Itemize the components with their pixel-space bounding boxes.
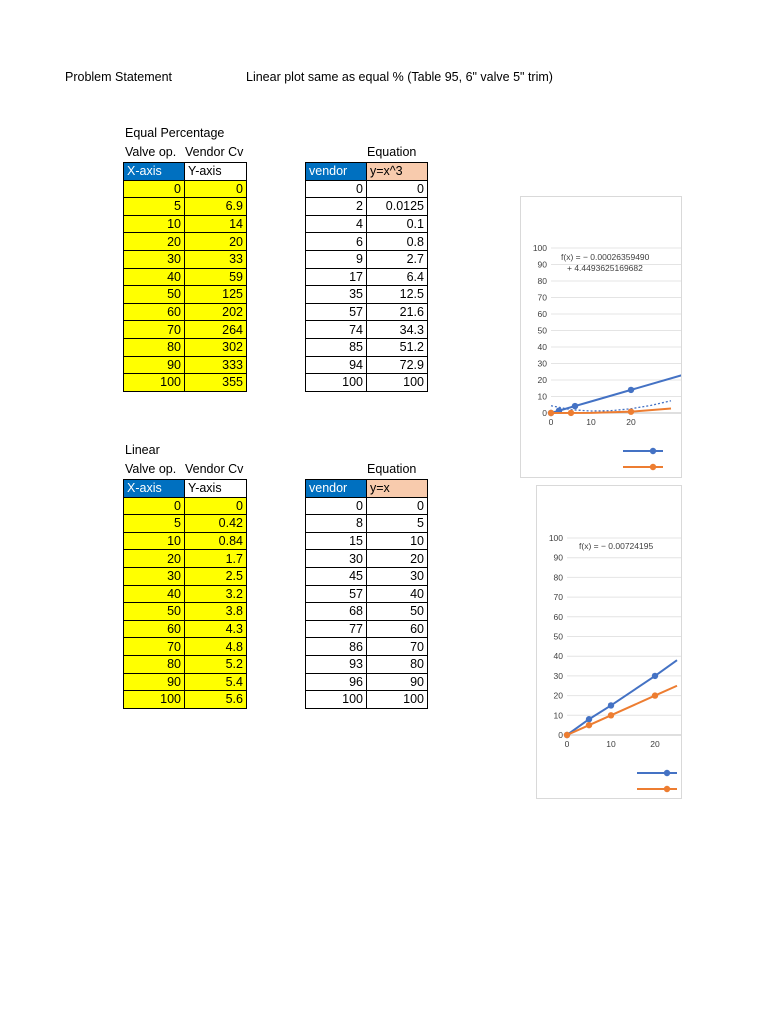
table-header-row — [124, 480, 247, 498]
table-cell[interactable]: 94 — [306, 356, 367, 374]
table-cell[interactable]: 14 — [185, 215, 247, 233]
table-cell[interactable]: 70 — [124, 638, 185, 656]
y-tick-label: 0 — [542, 408, 547, 418]
table-header-cell[interactable]: y=x — [367, 480, 428, 498]
table-row — [306, 497, 428, 515]
table-cell[interactable]: 30 — [124, 250, 185, 268]
table-cell[interactable]: 100 — [306, 374, 367, 392]
table-row — [124, 303, 247, 321]
table-cell[interactable]: 4 — [306, 215, 367, 233]
table-cell[interactable]: 40 — [124, 268, 185, 286]
y-tick-label: 40 — [553, 651, 563, 662]
table-cell[interactable]: 6 — [306, 233, 367, 251]
table-cell[interactable]: 8 — [306, 515, 367, 533]
table-row — [124, 550, 247, 568]
y-tick-label: 70 — [553, 592, 563, 603]
table-cell[interactable]: 70 — [124, 321, 185, 339]
trendline-equation-constant: + 4.4493625169682 — [567, 263, 643, 273]
table-cell[interactable]: 302 — [185, 338, 247, 356]
table-row — [124, 374, 247, 392]
equal-equation-label: Equation — [367, 145, 417, 159]
table-row — [124, 567, 247, 585]
legend-marker — [664, 786, 670, 792]
y-tick-label: 0 — [558, 730, 563, 740]
equal-percentage-chart-svg — [521, 197, 681, 477]
table-row — [124, 180, 247, 198]
y-tick-label: 20 — [537, 375, 547, 385]
x-tick-label: 10 — [606, 739, 616, 749]
table-row — [124, 321, 247, 339]
table-cell[interactable]: 0 — [185, 497, 247, 515]
legend-marker — [650, 464, 656, 470]
table-cell[interactable]: 10 — [367, 532, 428, 550]
table-row — [306, 550, 428, 568]
table-row — [124, 338, 247, 356]
x-tick-label: 0 — [564, 739, 570, 749]
table-row — [124, 691, 247, 709]
series-marker — [628, 387, 634, 393]
table-row — [124, 655, 247, 673]
table-row — [124, 585, 247, 603]
table-cell[interactable]: 5 — [367, 515, 428, 533]
problem-statement-label: Problem Statement — [65, 70, 172, 84]
table-cell[interactable]: 90 — [367, 673, 428, 691]
series-marker — [652, 692, 658, 698]
table-cell[interactable]: 3.8 — [185, 603, 247, 621]
table-row — [306, 655, 428, 673]
y-tick-label: 100 — [532, 243, 547, 253]
table-row — [306, 691, 428, 709]
table-cell[interactable]: 10 — [124, 215, 185, 233]
equal-percentage-title: Equal Percentage — [125, 126, 225, 140]
y-tick-label: 10 — [553, 710, 563, 721]
table-cell[interactable]: 57 — [306, 585, 367, 603]
table-row — [306, 603, 428, 621]
table-cell[interactable]: 50 — [367, 603, 428, 621]
table-cell[interactable]: 12.5 — [367, 286, 428, 304]
table-cell[interactable]: 0.1 — [367, 215, 428, 233]
table-cell[interactable]: 60 — [124, 303, 185, 321]
table-cell[interactable]: 6.4 — [367, 268, 428, 286]
table-header-row — [124, 163, 247, 181]
table-cell[interactable]: 5.4 — [185, 673, 247, 691]
linear-chart[interactable] — [536, 485, 682, 799]
table-cell[interactable]: 4.8 — [185, 638, 247, 656]
table-cell[interactable]: 30 — [124, 567, 185, 585]
table-cell[interactable]: 5 — [124, 515, 185, 533]
table-cell[interactable]: 202 — [185, 303, 247, 321]
y-tick-label: 80 — [537, 276, 547, 286]
table-cell[interactable]: 93 — [306, 655, 367, 673]
table-row — [306, 638, 428, 656]
table-row — [306, 321, 428, 339]
table-cell[interactable]: 50 — [124, 603, 185, 621]
problem-statement-text: Linear plot same as equal % (Table 95, 6" valve 5" trim) — [246, 70, 553, 84]
table-cell[interactable]: 20 — [124, 550, 185, 568]
table-cell[interactable]: 51.2 — [367, 338, 428, 356]
table-cell[interactable]: 355 — [185, 374, 247, 392]
table-cell[interactable]: 80 — [367, 655, 428, 673]
y-tick-label: 30 — [537, 358, 547, 369]
equal-vendor-cv-label: Vendor Cv — [185, 145, 244, 159]
series-line — [567, 660, 677, 735]
table-cell[interactable]: 100 — [124, 374, 185, 392]
table-row — [124, 515, 247, 533]
table-cell[interactable]: 35 — [306, 286, 367, 304]
linear-valve-op-label: Valve op. — [125, 462, 177, 476]
table-cell[interactable]: 0 — [306, 180, 367, 198]
table-row — [306, 567, 428, 585]
series-marker — [586, 716, 592, 722]
series-marker — [564, 732, 570, 738]
table-cell[interactable]: 90 — [124, 673, 185, 691]
table-row — [124, 620, 247, 638]
table-cell[interactable]: 21.6 — [367, 303, 428, 321]
table-row — [124, 215, 247, 233]
table-cell[interactable]: 4.3 — [185, 620, 247, 638]
series-marker — [568, 410, 574, 416]
table-cell[interactable]: 20 — [367, 550, 428, 568]
table-cell[interactable]: 100 — [367, 691, 428, 709]
y-tick-label: 90 — [553, 552, 563, 563]
table-row — [306, 198, 428, 216]
table-header-row — [306, 163, 428, 181]
table-header-cell[interactable]: X-axis — [124, 480, 185, 498]
table-cell[interactable]: 34.3 — [367, 321, 428, 339]
series-marker — [628, 408, 634, 414]
series-marker — [572, 403, 578, 409]
table-row — [124, 603, 247, 621]
linear-equation-label: Equation — [367, 462, 417, 476]
table-row — [306, 286, 428, 304]
table-cell[interactable]: 5 — [124, 198, 185, 216]
table-cell[interactable]: 17 — [306, 268, 367, 286]
table-cell[interactable]: 0 — [124, 180, 185, 198]
y-tick-label: 20 — [553, 690, 563, 701]
y-tick-label: 50 — [553, 631, 563, 642]
table-cell[interactable]: 74 — [306, 321, 367, 339]
series-line — [567, 686, 677, 735]
table-cell[interactable]: 100 — [124, 691, 185, 709]
table-cell[interactable]: 70 — [367, 638, 428, 656]
table-row — [124, 198, 247, 216]
table-cell[interactable]: 15 — [306, 532, 367, 550]
y-tick-label: 100 — [548, 533, 563, 543]
y-tick-label: 50 — [537, 325, 547, 336]
series-marker — [652, 673, 658, 679]
table-row — [306, 180, 428, 198]
table-row — [124, 250, 247, 268]
table-cell[interactable]: 68 — [306, 603, 367, 621]
table-header-cell[interactable]: y=x^3 — [367, 163, 428, 181]
table-cell[interactable]: 100 — [306, 691, 367, 709]
table-row — [306, 532, 428, 550]
table-row — [124, 532, 247, 550]
x-tick-label: 10 — [586, 417, 596, 427]
table-cell[interactable]: 0 — [306, 497, 367, 515]
linear-title: Linear — [125, 443, 160, 457]
table-cell[interactable]: 30 — [367, 567, 428, 585]
table-cell[interactable]: 45 — [306, 567, 367, 585]
table-header-row — [306, 480, 428, 498]
table-cell[interactable]: 10 — [124, 532, 185, 550]
table-row — [306, 215, 428, 233]
table-header-cell[interactable]: vendor — [306, 480, 367, 498]
table-cell[interactable]: 85 — [306, 338, 367, 356]
table-cell[interactable]: 0.8 — [367, 233, 428, 251]
table-row — [306, 374, 428, 392]
y-tick-label: 60 — [553, 611, 563, 622]
table-row — [124, 638, 247, 656]
table-cell[interactable]: 0.0125 — [367, 198, 428, 216]
table-row — [306, 620, 428, 638]
table-cell[interactable]: 0 — [185, 180, 247, 198]
table-cell[interactable]: 80 — [124, 655, 185, 673]
table-row — [124, 356, 247, 374]
series-marker — [548, 410, 554, 416]
table-cell[interactable]: 77 — [306, 620, 367, 638]
table-row — [306, 338, 428, 356]
linear-equation-table — [305, 479, 428, 709]
table-cell[interactable]: 60 — [367, 620, 428, 638]
y-tick-label: 80 — [553, 572, 563, 583]
table-cell[interactable]: 3.2 — [185, 585, 247, 603]
table-cell[interactable]: 60 — [124, 620, 185, 638]
y-tick-label: 30 — [553, 670, 563, 681]
table-row — [306, 303, 428, 321]
table-cell[interactable]: 333 — [185, 356, 247, 374]
table-cell[interactable]: 125 — [185, 286, 247, 304]
table-cell[interactable]: 0 — [367, 497, 428, 515]
table-cell[interactable]: 0.42 — [185, 515, 247, 533]
table-cell[interactable]: 2.5 — [185, 567, 247, 585]
table-cell[interactable]: 59 — [185, 268, 247, 286]
table-row — [306, 585, 428, 603]
table-cell[interactable]: 0 — [124, 497, 185, 515]
table-row — [124, 268, 247, 286]
table-header-cell[interactable]: vendor — [306, 163, 367, 181]
linear-vendor-cv-label: Vendor Cv — [185, 462, 244, 476]
y-tick-label: 70 — [537, 292, 547, 303]
linear-data-table — [123, 479, 247, 709]
series-line — [551, 373, 681, 413]
table-cell[interactable]: 40 — [124, 585, 185, 603]
table-cell[interactable]: 86 — [306, 638, 367, 656]
table-header-cell[interactable]: Y-axis — [185, 480, 247, 498]
x-tick-label: 20 — [626, 417, 636, 427]
table-cell[interactable]: 0.84 — [185, 532, 247, 550]
y-tick-label: 40 — [537, 342, 547, 352]
table-cell[interactable]: 40 — [367, 585, 428, 603]
y-tick-label: 90 — [537, 259, 547, 270]
table-cell[interactable]: 9 — [306, 250, 367, 268]
table-cell[interactable]: 33 — [185, 250, 247, 268]
legend-marker — [650, 448, 656, 454]
table-header-cell[interactable]: Y-axis — [185, 163, 247, 181]
table-row — [306, 673, 428, 691]
legend-marker — [664, 770, 670, 776]
series-marker — [608, 712, 614, 718]
table-cell[interactable]: 80 — [124, 338, 185, 356]
y-tick-label: 10 — [537, 391, 547, 402]
table-row — [124, 233, 247, 251]
table-cell[interactable]: 5.6 — [185, 691, 247, 709]
table-cell[interactable]: 57 — [306, 303, 367, 321]
table-cell[interactable]: 72.9 — [367, 356, 428, 374]
table-row — [306, 268, 428, 286]
table-cell[interactable]: 100 — [367, 374, 428, 392]
x-tick-label: 20 — [650, 739, 660, 749]
table-cell[interactable]: 96 — [306, 673, 367, 691]
x-tick-label: 0 — [548, 417, 554, 427]
table-cell[interactable]: 30 — [306, 550, 367, 568]
table-cell[interactable]: 20 — [124, 233, 185, 251]
series-marker — [608, 702, 614, 708]
table-cell[interactable]: 20 — [185, 233, 247, 251]
table-cell[interactable]: 264 — [185, 321, 247, 339]
equal-percentage-chart[interactable] — [520, 196, 682, 478]
equal-data-table — [123, 162, 247, 392]
table-row — [124, 497, 247, 515]
table-cell[interactable]: 5.2 — [185, 655, 247, 673]
equal-valve-op-label: Valve op. — [125, 145, 177, 159]
trendline-equation: f(x) = − 0.00026359490 — [561, 252, 650, 262]
linear-chart-svg — [537, 486, 681, 798]
table-row — [306, 515, 428, 533]
trendline-equation: f(x) = − 0.00724195 — [579, 541, 654, 551]
table-row — [124, 673, 247, 691]
table-row — [306, 250, 428, 268]
series-marker — [586, 722, 592, 728]
equal-equation-table — [305, 162, 428, 392]
table-row — [306, 233, 428, 251]
table-cell[interactable]: 50 — [124, 286, 185, 304]
table-row — [124, 286, 247, 304]
table-cell[interactable]: 1.7 — [185, 550, 247, 568]
table-header-cell[interactable]: X-axis — [124, 163, 185, 181]
table-cell[interactable]: 90 — [124, 356, 185, 374]
table-cell[interactable]: 0 — [367, 180, 428, 198]
table-cell[interactable]: 6.9 — [185, 198, 247, 216]
table-row — [306, 356, 428, 374]
table-cell[interactable]: 2.7 — [367, 250, 428, 268]
table-cell[interactable]: 2 — [306, 198, 367, 216]
y-tick-label: 60 — [537, 309, 547, 319]
